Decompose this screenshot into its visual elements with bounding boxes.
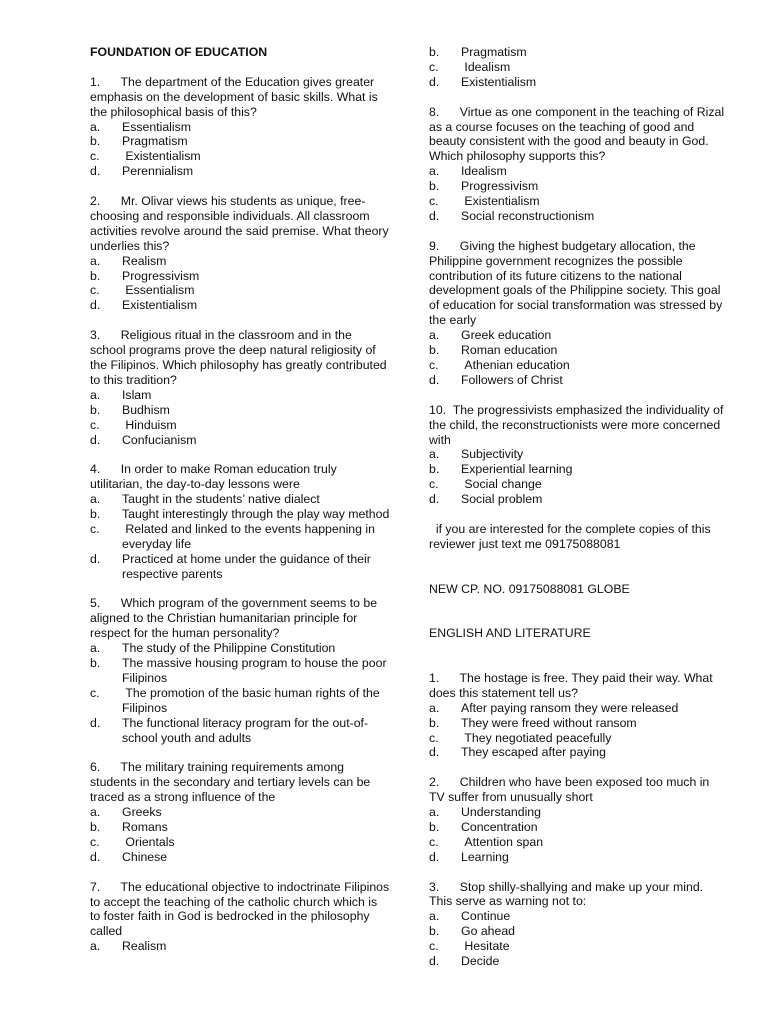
answer-option — [90, 298, 390, 313]
option-letter: b. — [429, 343, 440, 358]
option-text: Islam — [122, 387, 152, 402]
option-text: Concentration — [461, 819, 538, 834]
answer-option — [90, 820, 390, 835]
document-title: FOUNDATION OF EDUCATION — [90, 45, 268, 59]
answer-option — [429, 164, 725, 179]
option-letter: a. — [90, 387, 101, 402]
option-text: Social problem — [461, 492, 543, 507]
option-letter: a. — [90, 805, 101, 820]
option-letter: c. — [429, 59, 439, 74]
question-stem: 6. The military training requirements among students in the secondary and tertiary levels can be traced as a strong influence of the — [90, 760, 374, 805]
answer-option — [90, 507, 390, 522]
option-letter: a. — [429, 909, 440, 924]
section-title: ENGLISH AND LITERATURE — [429, 626, 591, 641]
option-letter: d. — [429, 372, 440, 387]
option-text: Continue — [461, 909, 511, 924]
option-letter: b. — [90, 134, 101, 149]
option-letter: c. — [90, 685, 100, 700]
option-letter: b. — [90, 507, 101, 522]
answer-option — [90, 120, 390, 135]
option-letter: c. — [90, 834, 100, 849]
question-block — [90, 596, 390, 745]
option-letter: c. — [429, 194, 439, 209]
option-text: Roman education — [461, 343, 558, 358]
option-text: Hinduism — [122, 417, 177, 432]
question-stem: 8. Virtue as one component in the teaching of Rizal as a course focuses on the teaching of good and beauty consistent with the good and beauty in God. Which philosophy supports this? — [429, 104, 728, 164]
question-block — [90, 879, 393, 955]
option-letter: a. — [429, 447, 440, 462]
option-text: Confucianism — [122, 432, 197, 447]
option-text: Decide — [461, 954, 500, 969]
answer-option — [90, 283, 390, 298]
answer-option — [429, 745, 725, 760]
option-text: The study of the Philippine Constitution — [122, 641, 336, 656]
option-text: Practiced at home under the guidance of their respective parents — [122, 551, 375, 581]
answer-option — [90, 656, 390, 686]
option-letter: c. — [429, 939, 439, 954]
option-text: Realism — [122, 253, 167, 268]
question-stem: 9. Giving the highest budgetary allocation, the Philippine government recognizes the possible contribution of its future citizens to the national development goals of the Philippine society. This goal of education for social transformation was stressed by the early — [429, 238, 726, 328]
option-text: Social reconstructionism — [461, 208, 595, 223]
option-letter: a. — [429, 700, 440, 715]
answer-option — [429, 731, 725, 746]
contact-number: NEW CP. NO. 09175088081 GLOBE — [429, 581, 630, 596]
question-stem: 5. Which program of the government seems to be aligned to the Christian humanitarian principle for respect for the human personality? — [90, 596, 381, 641]
option-letter: c. — [90, 417, 100, 432]
option-letter: a. — [429, 805, 440, 820]
option-letter: a. — [429, 328, 440, 343]
option-letter: d. — [90, 432, 101, 447]
option-text: Idealism — [461, 164, 507, 179]
option-letter: c. — [90, 521, 100, 536]
option-text: Go ahead — [461, 924, 516, 939]
answer-option — [90, 492, 390, 507]
answer-option — [429, 939, 725, 954]
option-text: After paying ransom they were released — [461, 700, 679, 715]
option-text: Attention span — [461, 834, 544, 849]
option-letter: c. — [90, 283, 100, 298]
option-text: Social change — [461, 477, 542, 492]
answer-option — [90, 269, 390, 284]
question-block — [429, 671, 725, 760]
option-letter: d. — [429, 745, 440, 760]
answer-option — [429, 805, 725, 820]
option-letter: d. — [90, 298, 101, 313]
option-letter: c. — [429, 730, 439, 745]
question-block — [429, 775, 725, 864]
option-text: Existentialism — [122, 149, 201, 164]
option-text: Budhism — [122, 402, 170, 417]
option-letter: a. — [90, 492, 101, 507]
option-text: Realism — [122, 939, 167, 954]
answer-option — [429, 716, 725, 731]
option-letter: b. — [429, 179, 440, 194]
answer-option — [90, 939, 390, 954]
answer-option — [429, 447, 725, 462]
option-text: They escaped after paying — [461, 745, 606, 760]
answer-option — [90, 522, 390, 552]
english-question-list — [429, 671, 725, 969]
answer-option — [429, 179, 725, 194]
option-text: Taught interestingly through the play way method — [122, 507, 390, 522]
answer-option — [429, 60, 725, 75]
option-letter: b. — [90, 820, 101, 835]
answer-option — [429, 492, 725, 507]
question-stem: 1. The department of the Education gives greater emphasis on the development of basic skills. What is the philosophical basis of this? — [90, 74, 382, 119]
option-text: Greeks — [122, 805, 162, 820]
option-text: Progressivism — [122, 268, 200, 283]
option-text: Learning — [461, 849, 509, 864]
option-letter: d. — [429, 74, 440, 89]
answer-option — [429, 358, 725, 373]
option-letter: a. — [429, 164, 440, 179]
answer-option — [90, 716, 390, 746]
answer-option — [429, 954, 725, 969]
question-stem: 7. The educational objective to indoctrinate Filipinos to accept the teaching of the catholic church which is to foster faith in God is bedrocked in the philosophy called — [90, 879, 393, 939]
question-block — [429, 880, 725, 969]
option-text: Romans — [122, 820, 168, 835]
option-text: Orientals — [122, 834, 175, 849]
answer-option — [90, 805, 390, 820]
option-text: Existentialism — [122, 298, 198, 313]
answer-option — [429, 373, 725, 388]
option-letter: d. — [90, 849, 101, 864]
option-text: Athenian education — [461, 358, 570, 372]
answer-option — [429, 909, 725, 924]
answer-option — [90, 134, 390, 149]
option-text: Subjectivity — [461, 447, 524, 462]
answer-option — [90, 552, 390, 582]
question-7-continued-options — [429, 45, 725, 90]
option-letter: d. — [90, 715, 101, 730]
left-column — [90, 45, 393, 954]
answer-option — [90, 835, 390, 850]
question-block — [90, 328, 390, 447]
answer-option — [429, 462, 725, 477]
answer-option — [429, 701, 725, 716]
option-letter: b. — [429, 924, 440, 939]
option-letter: d. — [90, 551, 101, 566]
question-stem: 2. Mr. Olivar views his students as unique, free-choosing and responsible individuals. All classroom activities revolve around the said premise. What theory underlies this? — [90, 194, 393, 253]
question-stem: 3. Stop shilly-shallying and make up your mind. This serve as warning not to: — [429, 879, 707, 909]
answer-option — [429, 75, 725, 90]
answer-option — [429, 328, 725, 343]
option-letter: b. — [90, 268, 101, 283]
option-letter: c. — [429, 477, 439, 492]
question-block — [429, 239, 725, 388]
option-text: They were freed without ransom — [461, 715, 637, 730]
option-text: The promotion of the basic human rights of the Filipinos — [122, 685, 384, 715]
option-text: The massive housing program to house the poor Filipinos — [122, 656, 390, 685]
question-block — [429, 403, 725, 507]
question-block — [90, 75, 390, 179]
left-question-list — [90, 74, 393, 954]
option-letter: d. — [429, 849, 440, 864]
answer-option — [429, 45, 725, 60]
answer-option — [90, 254, 390, 269]
option-letter: a. — [90, 119, 101, 134]
answer-option — [429, 343, 725, 358]
option-text: Existentialism — [461, 194, 540, 209]
answer-option — [429, 835, 725, 850]
right-question-list — [429, 104, 728, 507]
answer-option — [429, 850, 725, 865]
option-letter: b. — [429, 819, 440, 834]
question-stem: 2. Children who have been exposed too much in TV suffer from unusually short — [429, 775, 713, 805]
option-text: Pragmatism — [122, 134, 188, 149]
question-block — [429, 104, 728, 224]
answer-option — [90, 149, 390, 164]
option-text: Greek education — [461, 328, 552, 343]
answer-option — [429, 209, 725, 224]
option-letter: b. — [90, 656, 101, 671]
option-letter: a. — [90, 641, 101, 656]
option-text: Experiential learning — [461, 462, 573, 477]
option-letter: a. — [90, 939, 101, 954]
option-text: Related and linked to the events happening in everyday life — [122, 521, 379, 551]
answer-option — [90, 686, 390, 716]
option-text: Taught in the students’ native dialect — [122, 492, 320, 507]
option-letter: c. — [429, 834, 439, 849]
question-block — [90, 462, 390, 581]
answer-option — [429, 477, 725, 492]
option-text: Idealism — [461, 59, 511, 74]
answer-option — [90, 850, 390, 865]
option-letter: d. — [429, 954, 440, 969]
answer-option — [90, 641, 390, 656]
option-letter: a. — [90, 253, 101, 268]
option-letter: c. — [429, 358, 439, 372]
answer-option — [429, 924, 725, 939]
answer-option — [90, 433, 390, 448]
option-text: Hesitate — [461, 939, 510, 954]
option-text: Perennialism — [122, 164, 194, 179]
option-letter: d. — [429, 492, 440, 507]
option-text: Pragmatism — [461, 45, 527, 59]
answer-option — [90, 164, 390, 179]
option-text: Followers of Christ — [461, 372, 563, 387]
option-letter: b. — [90, 402, 101, 417]
answer-option — [90, 388, 390, 403]
option-text: Essentialism — [122, 283, 195, 298]
option-letter: c. — [90, 149, 100, 164]
answer-option — [429, 820, 725, 835]
option-text: Progressivism — [461, 179, 539, 194]
option-text: The functional literacy program for the out-of-school youth and adults — [122, 715, 369, 745]
option-text: They negotiated peacefully — [461, 730, 612, 745]
option-text: Existentialism — [461, 74, 537, 89]
answer-option — [90, 403, 390, 418]
option-text: Understanding — [461, 805, 541, 820]
question-block — [90, 194, 393, 313]
question-block — [90, 760, 390, 864]
question-stem: 3. Religious ritual in the classroom and in the school programs prove the deep natural religiosity of the Filipinos. Which philosophy has greatly contributed to this tradition? — [90, 328, 391, 387]
option-text: Chinese — [122, 849, 168, 864]
option-letter: b. — [429, 45, 440, 59]
question-stem: 4. In order to make Roman education truly utilitarian, the day-to-day lessons were — [90, 462, 341, 492]
option-letter: d. — [429, 208, 440, 223]
answer-option — [429, 194, 725, 209]
question-stem: 10. The progressivists emphasized the individuality of the child, the reconstructionists were more concerned with — [429, 402, 727, 447]
reviewer-notice: if you are interested for the complete copies of this reviewer just text me 09175088081 — [429, 521, 715, 551]
option-letter: d. — [90, 164, 101, 179]
option-letter: b. — [429, 715, 440, 730]
right-column — [429, 45, 728, 969]
answer-option — [90, 418, 390, 433]
question-stem: 1. The hostage is free. They paid their way. What does this statement tell us? — [429, 670, 717, 700]
option-letter: b. — [429, 462, 440, 477]
option-text: Essentialism — [122, 119, 192, 134]
